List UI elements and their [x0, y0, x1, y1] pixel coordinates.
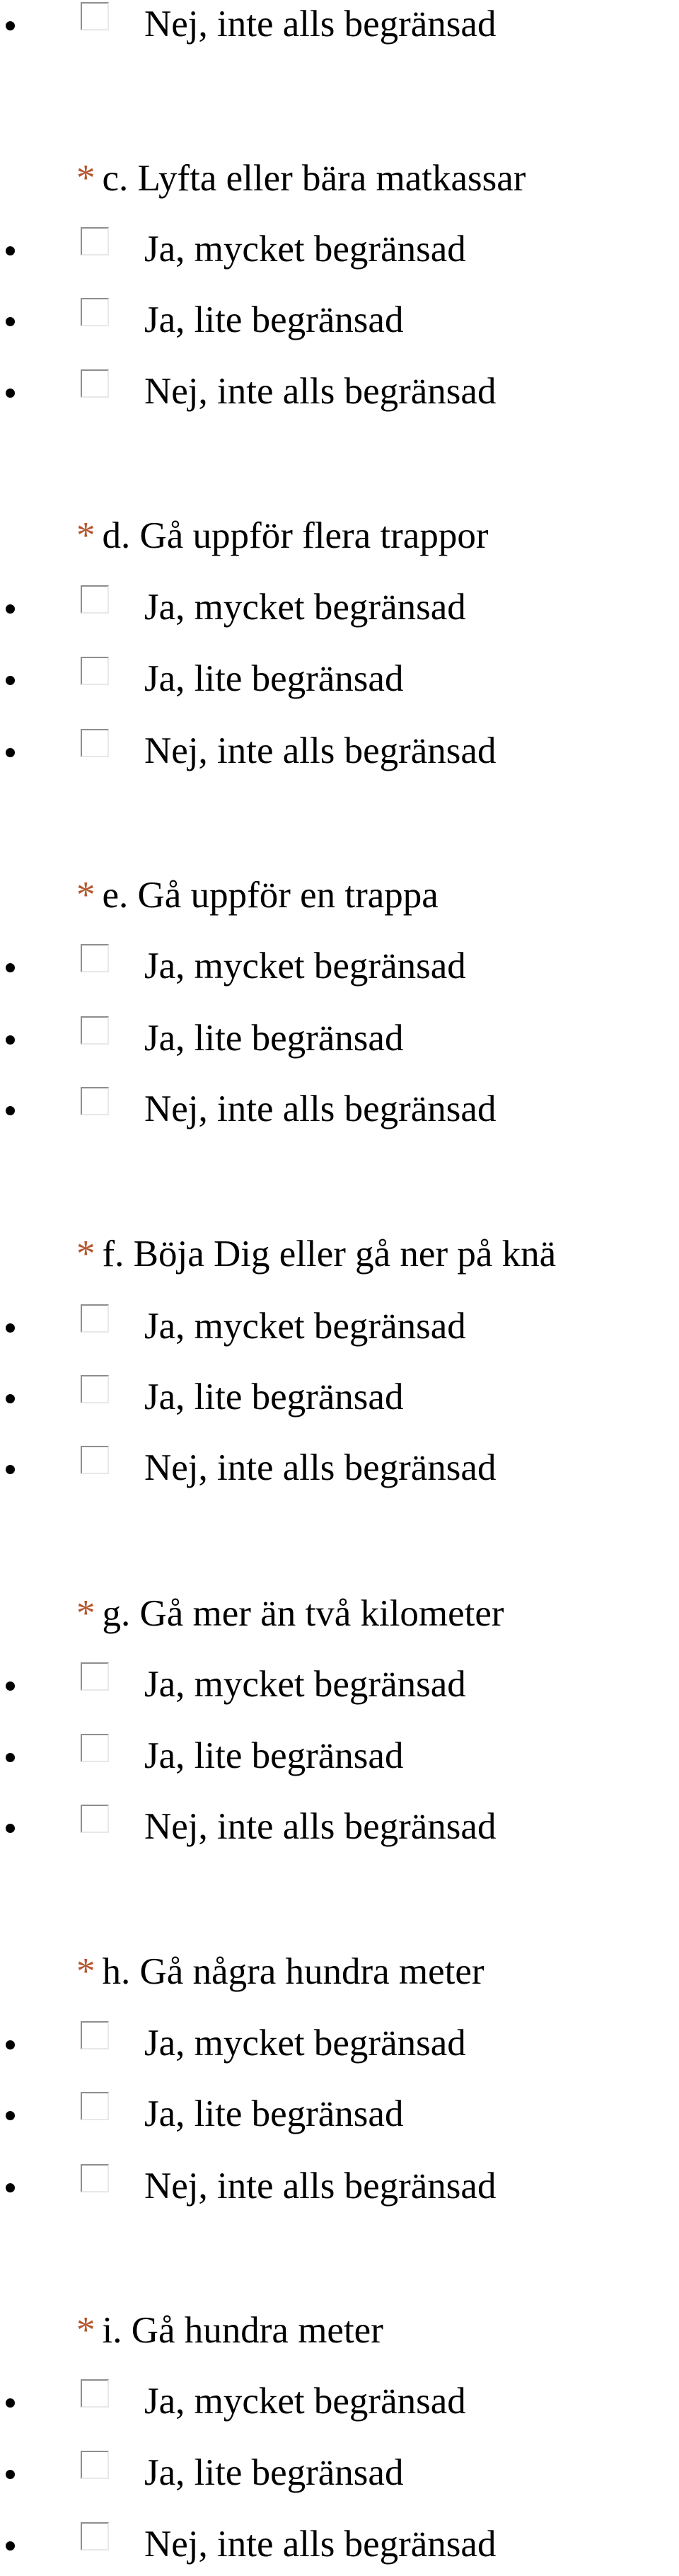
list-item: [0, 2520, 679, 2570]
option-label: Nej, inte alls begränsad: [144, 4, 497, 45]
option-label: Ja, lite begränsad: [144, 299, 404, 340]
bullet-icon: [6, 1824, 15, 1833]
option-checkbox[interactable]: [81, 2164, 109, 2192]
question-d-label: [76, 514, 488, 560]
option-label: Ja, mycket begränsad: [144, 1306, 466, 1347]
required-asterisk: *: [76, 158, 95, 199]
option-label: Ja, lite begränsad: [144, 2452, 404, 2493]
list-item: [0, 1373, 679, 1422]
bullet-icon: [6, 676, 15, 685]
option-checkbox[interactable]: [81, 2379, 109, 2408]
option-label: Nej, inte alls begränsad: [144, 371, 497, 412]
option-checkbox[interactable]: [81, 1662, 109, 1691]
option-checkbox[interactable]: [81, 1016, 109, 1045]
list-item: [0, 1302, 679, 1352]
bullet-icon: [6, 2111, 15, 2120]
question-text: c. Lyfta eller bära matkassar: [102, 158, 526, 199]
list-item: [0, 655, 679, 704]
required-asterisk: *: [76, 1593, 95, 1634]
list-item: [0, 2019, 679, 2069]
list-item: [0, 2090, 679, 2139]
bullet-icon: [6, 246, 15, 255]
option-label: Ja, lite begränsad: [144, 1018, 404, 1059]
bullet-icon: [6, 1465, 15, 1474]
option-checkbox[interactable]: [81, 729, 109, 757]
option-checkbox[interactable]: [81, 2092, 109, 2120]
option-checkbox[interactable]: [81, 369, 109, 398]
option-label: Nej, inte alls begränsad: [144, 1088, 497, 1129]
option-label: Ja, mycket begränsad: [144, 945, 466, 987]
option-label: Ja, lite begränsad: [144, 2093, 404, 2134]
option-checkbox[interactable]: [81, 1375, 109, 1403]
question-i-label: [76, 2309, 383, 2354]
option-checkbox[interactable]: [81, 2451, 109, 2479]
required-asterisk: *: [76, 875, 95, 916]
option-checkbox[interactable]: [81, 2021, 109, 2049]
option-label: Nej, inte alls begränsad: [144, 1447, 497, 1488]
list-item: [0, 2162, 679, 2212]
option-label: Nej, inte alls begränsad: [144, 2166, 497, 2207]
list-item: [0, 1085, 679, 1134]
option-checkbox[interactable]: [81, 1734, 109, 1762]
question-text: h. Gå några hundra meter: [102, 1951, 484, 1992]
list-item: [0, 1802, 679, 1852]
option-label: Ja, mycket begränsad: [144, 229, 466, 270]
option-checkbox[interactable]: [81, 1304, 109, 1333]
list-item: [0, 583, 679, 633]
question-e-label: [76, 874, 439, 919]
option-checkbox[interactable]: [81, 944, 109, 972]
option-label: Ja, lite begränsad: [144, 1735, 404, 1776]
option-label: Ja, lite begränsad: [144, 1376, 404, 1418]
option-label: Ja, mycket begränsad: [144, 2023, 466, 2064]
question-text: g. Gå mer än två kilometer: [102, 1593, 504, 1634]
bullet-icon: [6, 1323, 15, 1333]
option-checkbox[interactable]: [81, 2, 109, 30]
required-asterisk: *: [76, 515, 95, 556]
list-item: [0, 225, 679, 275]
list-item: [0, 942, 679, 991]
question-text: e. Gå uppför en trappa: [102, 875, 439, 916]
option-checkbox[interactable]: [81, 1087, 109, 1115]
option-checkbox[interactable]: [81, 227, 109, 255]
question-g-label: [76, 1592, 504, 1638]
required-asterisk: *: [76, 2310, 95, 2351]
option-label: Ja, mycket begränsad: [144, 587, 466, 628]
bullet-icon: [6, 21, 15, 30]
bullet-icon: [6, 2541, 15, 2551]
list-item: [0, 0, 679, 50]
option-checkbox[interactable]: [81, 1805, 109, 1833]
list-item: [0, 1732, 679, 1781]
option-label: Nej, inte alls begränsad: [144, 730, 497, 771]
list-item: [0, 727, 679, 776]
question-text: d. Gå uppför flera trappor: [102, 515, 489, 556]
option-label: Ja, lite begränsad: [144, 658, 404, 699]
question-text: i. Gå hundra meter: [102, 2310, 383, 2351]
list-item: [0, 2377, 679, 2427]
bullet-icon: [6, 2040, 15, 2049]
list-item: [0, 1444, 679, 1493]
bullet-icon: [6, 389, 15, 398]
option-label: Nej, inte alls begränsad: [144, 1806, 497, 1847]
list-item: [0, 1660, 679, 1710]
bullet-icon: [6, 748, 15, 757]
option-checkbox[interactable]: [81, 657, 109, 685]
bullet-icon: [6, 1394, 15, 1403]
question-h-label: [76, 1950, 484, 1996]
bullet-icon: [6, 1681, 15, 1691]
question-f-label: [76, 1233, 556, 1278]
option-label: Ja, mycket begränsad: [144, 2381, 466, 2422]
option-label: Ja, mycket begränsad: [144, 1664, 466, 1705]
bullet-icon: [6, 1753, 15, 1762]
bullet-icon: [6, 1106, 15, 1115]
bullet-icon: [6, 317, 15, 326]
question-c-label: [76, 157, 526, 202]
list-item: [0, 367, 679, 417]
option-checkbox[interactable]: [81, 1446, 109, 1474]
bullet-icon: [6, 604, 15, 614]
list-item: [0, 2449, 679, 2498]
bullet-icon: [6, 2398, 15, 2408]
bullet-icon: [6, 963, 15, 972]
bullet-icon: [6, 2183, 15, 2192]
list-item: [0, 1014, 679, 1064]
bullet-icon: [6, 1035, 15, 1045]
list-item: [0, 296, 679, 345]
option-checkbox[interactable]: [81, 585, 109, 614]
option-checkbox[interactable]: [81, 2522, 109, 2551]
option-checkbox[interactable]: [81, 298, 109, 326]
option-label: Nej, inte alls begränsad: [144, 2524, 497, 2565]
required-asterisk: *: [76, 1234, 95, 1275]
question-text: f. Böja Dig eller gå ner på knä: [102, 1234, 557, 1275]
required-asterisk: *: [76, 1951, 95, 1992]
bullet-icon: [6, 2470, 15, 2479]
